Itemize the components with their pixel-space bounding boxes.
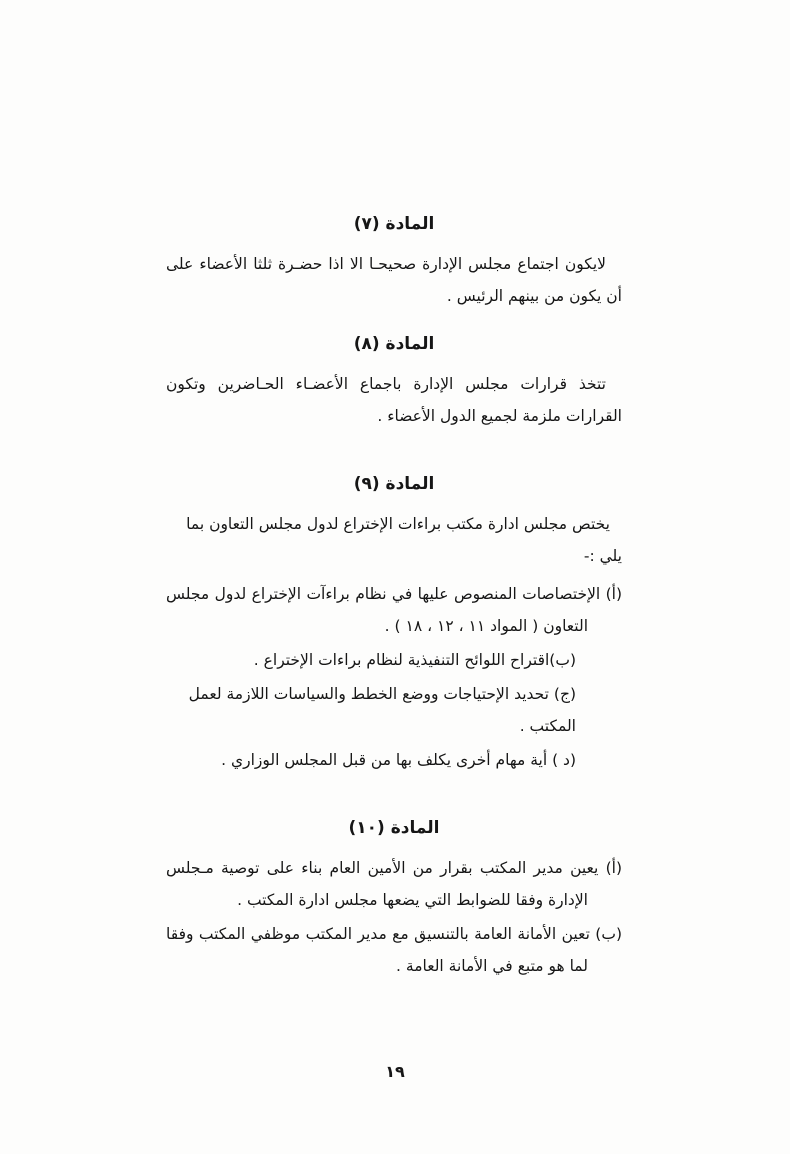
article-9-intro: يختص مجلس ادارة مكتب براءات الإختراع لدول مجلس التعاون بما يلي :- <box>186 515 622 565</box>
article-7-body: لايكون اجتماع مجلس الإدارة صحيحـا الا اذا حضـرة ثلثا الأعضاء على أن يكون من بينهم الرئيس . <box>166 255 622 305</box>
article-10 <box>166 816 622 982</box>
article-10-item-a: (أ) يعين مدير المكتب بقرار من الأمين العام بناء على توصية مـجلس الإدارة وفقا للضوابط التي يضعها مجلس ادارة المكتب . <box>166 859 622 909</box>
page-number: ١٩ <box>385 1062 405 1081</box>
article-9 <box>166 472 622 776</box>
article-8-heading: المادة (٨) <box>353 334 435 354</box>
article-9-heading: المادة (٩) <box>353 474 435 494</box>
article-10-item-b: (ب) تعين الأمانة العامة بالتنسيق مع مدير المكتب موظفي المكتب وفقا لما هو متبع في الأمانة العامة . <box>166 925 622 975</box>
article-9-item-d: (د ) أية مهام أخرى يكلف بها من قبل المجلس الوزاري . <box>221 751 576 769</box>
document-content <box>166 212 622 982</box>
article-8-body: تتخذ قرارات مجلس الإدارة باجماع الأعضـاء الحـاضرين وتكون القرارات ملزمة لجميع الدول الأعضاء . <box>166 375 622 425</box>
article-7 <box>166 212 622 312</box>
article-9-item-j: (ج) تحديد الإحتياجات ووضع الخطط والسياسات اللازمة لعمل المكتب . <box>188 685 576 735</box>
article-9-item-b: (ب)اقتراح اللوائح التنفيذية لنظام براءات الإختراع . <box>253 651 576 669</box>
article-7-heading: المادة (٧) <box>353 214 435 234</box>
article-9-item-a: (أ) الإختصاصات المنصوص عليها في نظام براءآت الإختراع لدول مجلس التعاون ( المواد ١١ ، ١٢ ، ١٨ ) . <box>166 585 622 635</box>
article-8 <box>166 332 622 432</box>
article-10-heading: المادة (١٠) <box>348 818 440 838</box>
